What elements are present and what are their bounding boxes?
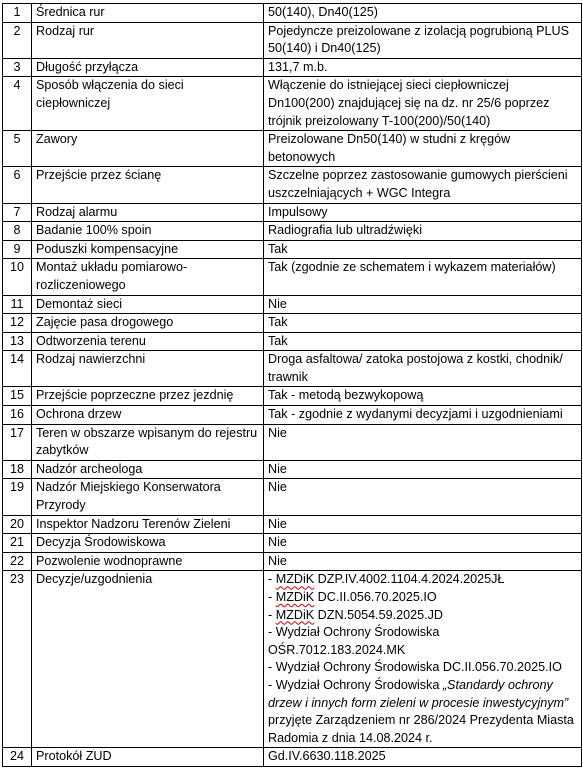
table-row	[3, 460, 582, 479]
row-label: Przejście przez ścianę	[32, 167, 264, 203]
row-label: Przejście poprzeczne przez jezdnię	[32, 387, 264, 406]
row-number: 13	[3, 332, 32, 351]
row-value: Nie	[264, 534, 582, 553]
row-value: Radiografia lub ultradźwięki	[264, 222, 582, 241]
row-label: Średnica rur	[32, 4, 264, 23]
row-number: 5	[3, 131, 32, 167]
row-label: Poduszki kompensacyjne	[32, 240, 264, 259]
row-number: 8	[3, 222, 32, 241]
row-number: 12	[3, 314, 32, 333]
specification-table	[2, 3, 582, 767]
table-row	[3, 552, 582, 571]
row-label: Inspektor Nadzoru Terenów Zieleni	[32, 515, 264, 534]
row-label: Demontaż sieci	[32, 295, 264, 314]
table-row	[3, 58, 582, 77]
row-number: 17	[3, 424, 32, 460]
row-number: 21	[3, 534, 32, 553]
row-number: 14	[3, 351, 32, 387]
row-value: Tak	[264, 332, 582, 351]
row-value: Tak - zgodnie z wydanymi decyzjami i uzgodnieniami	[264, 406, 582, 425]
row-value: Szczelne poprzez zastosowanie gumowych pierścieni uszczelniających + WGC Integra	[264, 167, 582, 203]
row-number: 7	[3, 203, 32, 222]
table-row	[3, 295, 582, 314]
table-row	[3, 77, 582, 131]
row-label: Sposób włączenia do sieci ciepłowniczej	[32, 77, 264, 131]
row-number: 10	[3, 259, 32, 295]
table-row	[3, 314, 582, 333]
decision-item: - Wydział Ochrony Środowiska „Standardy ochrony drzew i innych form zieleni w procesie inwestycyjnym” przyjęte Zarządzeniem nr 286/2024 Prezydenta Miasta Radomia z dnia 14.08.2024 r.	[268, 677, 574, 745]
row-label: Teren w obszarze wpisanym do rejestru zabytków	[32, 424, 264, 460]
row-value: 50(140), Dn40(125)	[264, 4, 582, 23]
row-number: 4	[3, 77, 32, 131]
row-number: 2	[3, 22, 32, 58]
decision-item: - Wydział Ochrony Środowiska OŚR.7012.183.2024.MK	[268, 625, 440, 657]
row-number: 20	[3, 515, 32, 534]
table-row	[3, 259, 582, 295]
table-row	[3, 131, 582, 167]
table-row	[3, 203, 582, 222]
row-number: 3	[3, 58, 32, 77]
row-label: Zawory	[32, 131, 264, 167]
row-label: Długość przyłącza	[32, 58, 264, 77]
table-row	[3, 479, 582, 515]
row-value: Droga asfaltowa/ zatoka postojowa z kostki, chodnik/ trawnik	[264, 351, 582, 387]
decision-item: - MZDiK DC.II.056.70.2025.IO	[268, 590, 437, 604]
row-label: Badanie 100% spoin	[32, 222, 264, 241]
table-row	[3, 748, 582, 767]
row-number: 18	[3, 460, 32, 479]
row-value: Tak	[264, 240, 582, 259]
table-row	[3, 240, 582, 259]
row-label: Decyzje/uzgodnienia	[32, 571, 264, 748]
decision-item: - MZDiK DZP.IV.4002.1104.4.2024.2025JŁ	[268, 572, 505, 587]
row-label: Nadzór archeologa	[32, 460, 264, 479]
row-number: 19	[3, 479, 32, 515]
table-row	[3, 515, 582, 534]
row-label: Decyzja Środowiskowa	[32, 534, 264, 553]
decisions-list	[264, 571, 582, 748]
row-value: Nie	[264, 424, 582, 460]
row-number: 1	[3, 4, 32, 23]
row-value: Tak	[264, 314, 582, 333]
table-row	[3, 424, 582, 460]
row-value: Preizolowane Dn50(140) w studni z kręgów betonowych	[264, 131, 582, 167]
row-value: 131,7 m.b.	[264, 58, 582, 77]
row-number: 15	[3, 387, 32, 406]
row-number: 24	[3, 748, 32, 767]
row-label: Rodzaj nawierzchni	[32, 351, 264, 387]
table-row	[3, 534, 582, 553]
row-number: 6	[3, 167, 32, 203]
row-value: Pojedyncze preizolowane z izolacją pogrubioną PLUS 50(140) i Dn40(125)	[264, 22, 582, 58]
row-label: Ochrona drzew	[32, 406, 264, 425]
table-row	[3, 406, 582, 425]
row-label: Protokół ZUD	[32, 748, 264, 767]
row-value: Włączenie do istniejącej sieci ciepłowniczej Dn100(200) znajdującej się na dz. nr 25/6 poprzez trójnik preizolowany T-100(200)/50(140)	[264, 77, 582, 131]
row-value: Impulsowy	[264, 203, 582, 222]
table-row	[3, 4, 582, 23]
row-value: Nie	[264, 295, 582, 314]
row-label: Montaż układu pomiarowo-rozliczeniowego	[32, 259, 264, 295]
table-row	[3, 167, 582, 203]
table-row	[3, 22, 582, 58]
row-label: Odtworzenia terenu	[32, 332, 264, 351]
table-row	[3, 351, 582, 387]
row-number: 22	[3, 552, 32, 571]
decision-item: - Wydział Ochrony Środowiska DC.II.056.70.2025.IO	[268, 660, 562, 675]
row-label: Pozwolenie wodnoprawne	[32, 552, 264, 571]
row-value: Tak - metodą bezwykopową	[264, 387, 582, 406]
row-number: 11	[3, 295, 32, 314]
row-label: Nadzór Miejskiego Konserwatora Przyrody	[32, 479, 264, 515]
row-value: Nie	[264, 552, 582, 571]
row-value: Nie	[264, 515, 582, 534]
table-row	[3, 387, 582, 406]
row-label: Rodzaj alarmu	[32, 203, 264, 222]
row-value: Nie	[264, 479, 582, 515]
decision-item: - MZDiK DZN.5054.59.2025.JD	[268, 607, 443, 622]
row-value: Tak (zgodnie ze schematem i wykazem materiałów)	[264, 259, 582, 295]
table-row	[3, 222, 582, 241]
row-value: Nie	[264, 460, 582, 479]
row-number: 23	[3, 571, 32, 748]
row-label: Zajęcie pasa drogowego	[32, 314, 264, 333]
table-row	[3, 571, 582, 748]
row-value: Gd.IV.6630.118.2025	[264, 748, 582, 767]
table-row	[3, 332, 582, 351]
row-number: 9	[3, 240, 32, 259]
row-label: Rodzaj rur	[32, 22, 264, 58]
row-number: 16	[3, 406, 32, 425]
